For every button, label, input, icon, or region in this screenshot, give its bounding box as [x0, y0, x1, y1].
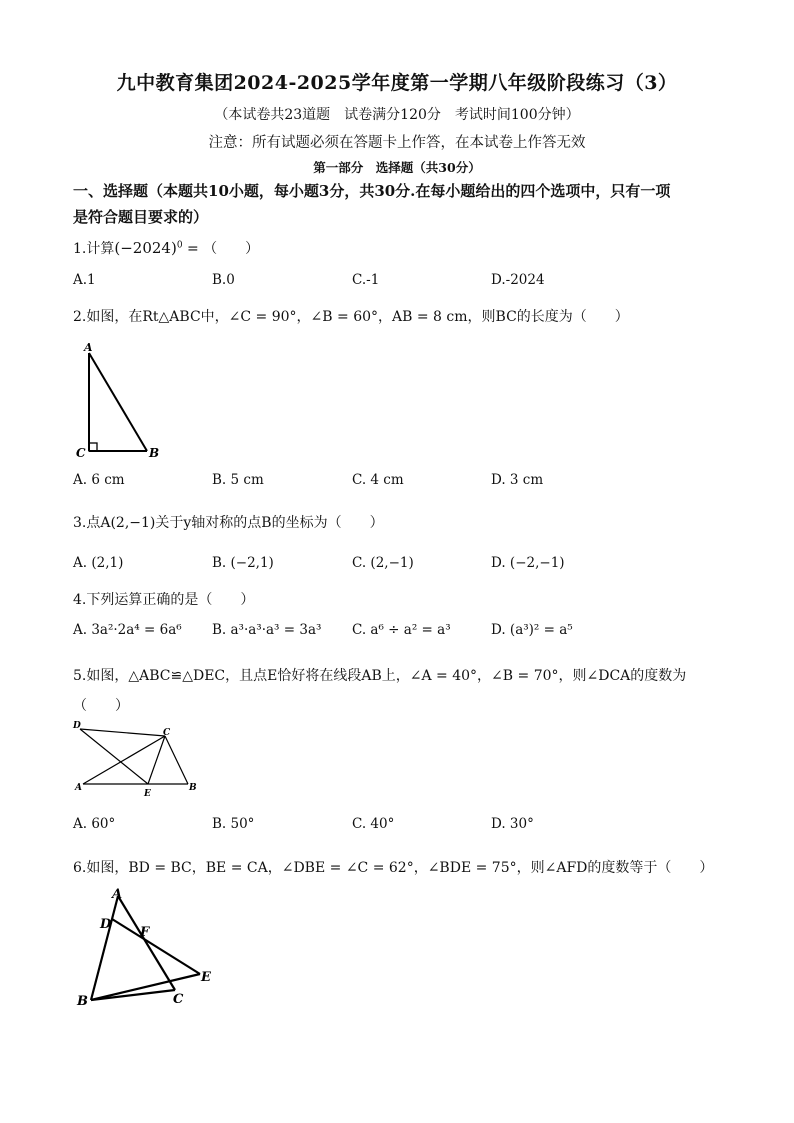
- question-stem-text: = （ ）: [182, 241, 260, 257]
- vertex-label-a: A: [75, 783, 82, 793]
- question-stem-text: 计算: [86, 241, 115, 257]
- question-6: [73, 857, 713, 877]
- part-heading: 第一部分 选择题（共30分）: [313, 160, 481, 175]
- q1-option-a[interactable]: A.1: [73, 272, 96, 288]
- vertex-label-c: C: [76, 446, 86, 460]
- q5-option-c[interactable]: C. 40°: [352, 816, 395, 832]
- question-number: 3.: [73, 515, 87, 531]
- q3-option-d[interactable]: D. (−2,−1): [491, 555, 565, 571]
- q3-option-b[interactable]: B. (−2,1): [212, 555, 274, 571]
- section-heading-line1: 一、选择题（本题共10小题，每小题3分，共30分.在每小题给出的四个选项中，只有一项: [73, 182, 671, 200]
- figure-right-triangle: [72, 336, 164, 462]
- vertex-label-e: E: [201, 970, 211, 985]
- q3-option-c[interactable]: C. (2,−1): [352, 555, 414, 571]
- vertex-label-b: B: [189, 783, 197, 793]
- vertex-label-d: D: [100, 917, 112, 932]
- q5-option-d[interactable]: D. 30°: [491, 816, 534, 832]
- q2-option-a[interactable]: A. 6 cm: [73, 472, 125, 488]
- question-number: 6.: [73, 860, 87, 876]
- vertex-label-a: A: [84, 341, 93, 354]
- q2-option-c[interactable]: C. 4 cm: [352, 472, 404, 488]
- question-stem-text: 如图，在Rt△ABC中，∠C = 90°，∠B = 60°，AB = 8 cm，则BC的长度为（ ）: [86, 309, 629, 325]
- vertex-label-c: C: [163, 728, 171, 738]
- figure-congruent-triangles: [70, 718, 202, 800]
- question-2: [73, 306, 629, 326]
- section-heading-line2: 是符合题目要求的）: [73, 208, 209, 226]
- question-number: 1.: [73, 241, 87, 257]
- question-3: [73, 512, 384, 532]
- vertex-label-b: B: [149, 446, 160, 460]
- exam-info: （本试卷共23道题 试卷满分120分 考试时间100分钟）: [214, 107, 580, 123]
- question-stem-text: 点A(2,−1)关于y轴对称的点B的坐标为（ ）: [86, 515, 384, 531]
- q2-option-d[interactable]: D. 3 cm: [491, 472, 544, 488]
- q1-option-b[interactable]: B.0: [212, 272, 235, 288]
- q3-option-a[interactable]: A. (2,1): [73, 555, 124, 571]
- exponent: 0: [176, 240, 183, 251]
- question-5: [73, 665, 686, 685]
- question-stem-text: 下列运算正确的是（ ）: [86, 592, 255, 608]
- question-number: 2.: [73, 309, 87, 325]
- q4-option-b[interactable]: B. a³·a³·a³ = 3a³: [212, 622, 322, 638]
- q1-option-d[interactable]: D.-2024: [491, 272, 545, 288]
- exam-title: 九中教育集团2024-2025学年度第一学期八年级阶段练习（3）: [116, 72, 678, 94]
- vertex-label-d: D: [73, 721, 81, 731]
- figure-triangles-afd: [70, 882, 220, 1012]
- vertex-label-b: B: [77, 994, 88, 1009]
- question-stem-text: 如图，BD = BC，BE = CA，∠DBE = ∠C = 62°，∠BDE = 75°，则∠AFD的度数等于（ ）: [86, 860, 714, 876]
- q4-option-c[interactable]: C. a⁶ ÷ a² = a³: [352, 622, 451, 638]
- q4-option-d[interactable]: D. (a³)² = a⁵: [491, 622, 573, 638]
- question-5-line2: （ ）: [73, 698, 129, 714]
- vertex-label-e: E: [144, 789, 151, 799]
- question-number: 5.: [73, 668, 87, 684]
- vertex-label-c: C: [173, 992, 184, 1007]
- q2-option-b[interactable]: B. 5 cm: [212, 472, 264, 488]
- q1-option-c[interactable]: C.-1: [352, 272, 380, 288]
- question-number: 4.: [73, 592, 87, 608]
- q5-option-a[interactable]: A. 60°: [73, 816, 116, 832]
- exam-notice: 注意：所有试题必须在答题卡上作答，在本试卷上作答无效: [208, 135, 586, 151]
- q4-option-a[interactable]: A. 3a²·2a⁴ = 6a⁶: [73, 622, 182, 638]
- question-math: (−2024): [114, 239, 177, 257]
- question-4: [73, 589, 254, 609]
- question-stem-text: 如图，△ABC≌△DEC，且点E恰好将在线段AB上，∠A = 40°，∠B = 70°，则∠DCA的度数为: [86, 668, 687, 684]
- q5-option-b[interactable]: B. 50°: [212, 816, 255, 832]
- question-1: [73, 238, 259, 258]
- vertex-label-a: A: [112, 887, 123, 902]
- vertex-label-f: F: [140, 925, 150, 940]
